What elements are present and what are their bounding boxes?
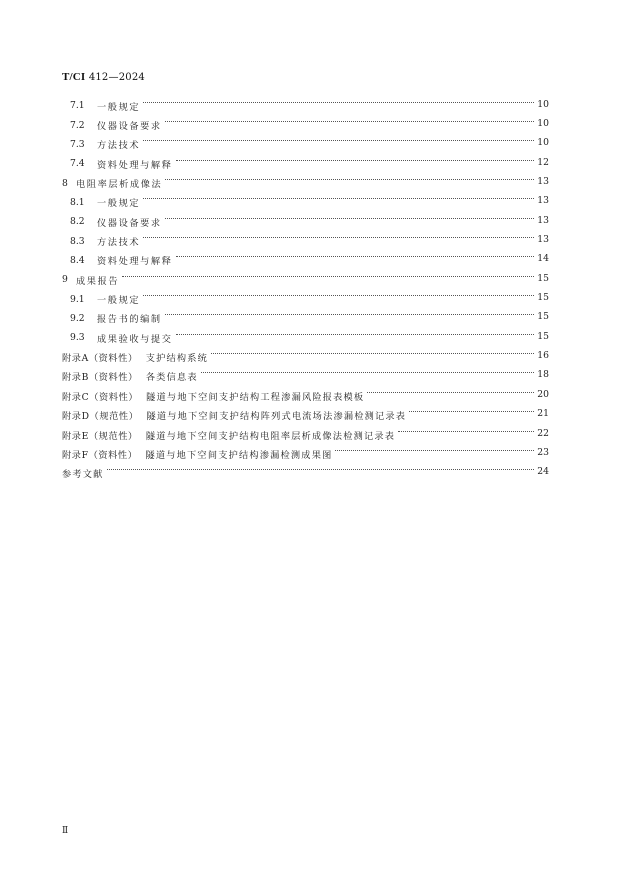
toc-entry-page: 21 [537,408,549,420]
toc-dot-leader [201,371,534,373]
toc-entry-row [70,234,549,248]
toc-entry-heading [70,137,140,151]
toc-entry-number: 8.4 [70,254,85,266]
toc-entry[interactable] [0,96,623,115]
toc-entry[interactable] [0,347,623,366]
toc-entry-number: 附录F [62,449,89,461]
toc-entry-title: 方法技术 [97,237,141,249]
toc-entry-heading [70,195,140,209]
toc-entry-title: 资料处理与解释 [97,256,173,268]
toc-entry-row [70,292,549,306]
toc-entry-number: 9.2 [70,312,85,324]
toc-entry-row [70,137,549,151]
toc-entry-row [62,176,549,190]
toc-entry-number: 8.2 [70,216,85,228]
toc-entry-page: 22 [537,427,549,439]
toc-dot-leader [143,101,534,103]
toc-entry[interactable] [0,367,623,386]
toc-entry-heading [62,447,332,461]
toc-entry[interactable] [0,154,623,173]
toc-entry-row [62,350,549,364]
toc-entry-heading [62,273,119,287]
toc-entry-heading [62,408,406,422]
toc-entry-type: （规范性） [88,430,138,442]
toc-entry-row [70,157,549,171]
toc-entry-title: 成果报告 [76,275,120,287]
toc-entry-number: 7.3 [70,138,85,150]
toc-entry[interactable] [0,270,623,289]
toc-dot-leader [165,313,534,315]
toc-entry-heading [70,292,140,306]
toc-entry[interactable] [0,328,623,347]
toc-entry-title: 仪器设备要求 [97,217,162,229]
toc-entry[interactable] [0,289,623,308]
toc-entry-page: 12 [537,156,549,168]
toc-entry-number: 9.3 [70,332,85,344]
toc-entry-number: 7.2 [70,119,85,131]
toc-dot-leader [367,391,534,393]
toc-entry[interactable] [0,386,623,405]
toc-entry-number: 9 [62,274,68,286]
toc-entry-number: 8.3 [70,235,85,247]
toc-entry-title: 各类信息表 [145,372,198,384]
toc-entry-heading [62,389,364,403]
toc-entry-number: 附录A [62,353,89,365]
toc-entry[interactable] [0,173,623,192]
toc-entry-page: 14 [537,253,549,265]
toc-dot-leader [143,294,534,296]
toc-entry-row [70,195,549,209]
toc-entry-heading [70,99,140,113]
toc-entry-page: 13 [537,234,549,246]
toc-entry[interactable] [0,444,623,463]
toc-entry-number: 7.4 [70,158,85,170]
toc-entry-row [62,428,549,442]
toc-entry-page: 15 [537,292,549,304]
toc-entry-page: 10 [537,118,549,130]
toc-entry-page: 13 [537,176,549,188]
toc-entry-page: 24 [537,466,549,478]
page-number: Ⅱ [62,826,69,836]
toc-entry[interactable] [0,425,623,444]
toc-entry-heading [62,369,198,383]
toc-dot-leader [398,430,534,432]
toc-entry-type: （资料性） [88,353,138,365]
toc-entry-title: 一般规定 [97,295,141,307]
toc-entry-page: 13 [537,195,549,207]
toc-dot-leader [143,236,534,238]
toc-entry-row [62,389,549,403]
document-header [62,71,145,83]
toc-entry-title: 隧道与地下空间支护结构电阻率层析成像法检测记录表 [145,430,396,442]
standard-org: T/CI [62,71,86,83]
toc-entry-type: （资料性） [89,391,139,403]
toc-entry-row [70,253,549,267]
toc-entry-row [70,215,549,229]
toc-entry-page: 15 [537,330,549,342]
toc-entry[interactable] [0,115,623,134]
toc-entry-title: 一般规定 [97,101,141,113]
toc-entry-page: 15 [537,311,549,323]
toc-entry[interactable] [0,251,623,270]
toc-entry-number: 附录D [62,411,90,423]
toc-entry-page: 16 [537,350,549,362]
toc-entry-heading [62,428,395,442]
toc-entry-title: 参考文献 [62,469,104,481]
toc-dot-leader [335,449,534,451]
toc-entry-title: 报告书的编制 [97,314,162,326]
toc-entry-type: （资料性） [88,449,138,461]
toc-entry-number: 附录E [62,430,89,442]
toc-entry[interactable] [0,464,623,483]
toc-entry-title: 支护结构系统 [145,353,209,365]
toc-dot-leader [165,178,534,180]
toc-entry-title: 隧道与地下空间支护结构阵列式电流场法渗漏检测记录表 [146,411,407,423]
toc-dot-leader [122,275,534,277]
toc-entry-heading [70,215,162,229]
toc-entry-number: 附录C [62,391,90,403]
toc-entry[interactable] [0,309,623,328]
toc-entry-heading [62,176,162,190]
toc-entry-title: 一般规定 [97,198,141,210]
toc-dot-leader [165,120,534,122]
toc-entry-page: 15 [537,272,549,284]
toc-entry-heading [70,311,162,325]
toc-entry-heading [62,350,208,364]
toc-entry-row [62,447,549,461]
toc-entry-type: （资料性） [88,372,138,384]
toc-entry-page: 23 [537,446,549,458]
toc-entry-number: 附录B [62,372,89,384]
toc-dot-leader [176,159,534,161]
toc-entry-row [62,408,549,422]
toc-entry-row [62,466,549,480]
toc-entry-title: 隧道与地下空间支护结构工程渗漏风险报表模板 [146,391,365,403]
toc-entry-heading [70,157,173,171]
toc-dot-leader [165,217,534,219]
toc-entry-row [70,331,549,345]
toc-entry-number: 8 [62,177,68,189]
toc-dot-leader [176,333,534,335]
standard-code: 412—2024 [88,72,145,83]
toc-entry-page: 10 [537,137,549,149]
toc-entry-row [70,118,549,132]
toc-entry[interactable] [0,212,623,231]
toc-dot-leader [143,197,534,199]
toc-dot-leader [143,139,534,141]
toc-entry[interactable] [0,135,623,154]
toc-dot-leader [211,352,534,354]
toc-entry-heading [70,118,162,132]
toc-entry-row [70,311,549,325]
toc-entry-title: 资料处理与解释 [97,159,173,171]
toc-entry-title: 方法技术 [97,140,141,152]
toc-entry-heading [70,331,173,345]
toc-entry-heading [70,234,140,248]
toc-entry-title: 隧道与地下空间支护结构渗漏检测成果图 [145,449,333,461]
toc-entry-number: 8.1 [70,196,85,208]
toc-entry-number: 9.1 [70,293,85,305]
toc-entry-row [70,99,549,113]
toc-entry-page: 18 [537,369,549,381]
toc-entry-title: 成果验收与提交 [97,333,173,345]
toc-entry-number: 7.1 [70,100,85,112]
toc-entry-page: 10 [537,98,549,110]
toc-entry-row [62,369,549,383]
toc-entry-heading [62,466,104,480]
toc-dot-leader [176,255,534,257]
toc-entry-type: （规范性） [89,411,139,423]
table-of-contents [0,96,623,483]
toc-entry-page: 13 [537,214,549,226]
toc-entry-title: 电阻率层析成像法 [76,179,163,191]
toc-dot-leader [409,410,534,412]
toc-entry[interactable] [0,231,623,250]
toc-entry-heading [70,253,173,267]
toc-entry[interactable] [0,193,623,212]
toc-dot-leader [107,468,534,470]
toc-entry-title: 仪器设备要求 [97,121,162,133]
toc-entry[interactable] [0,406,623,425]
toc-entry-row [62,273,549,287]
toc-entry-page: 20 [537,388,549,400]
